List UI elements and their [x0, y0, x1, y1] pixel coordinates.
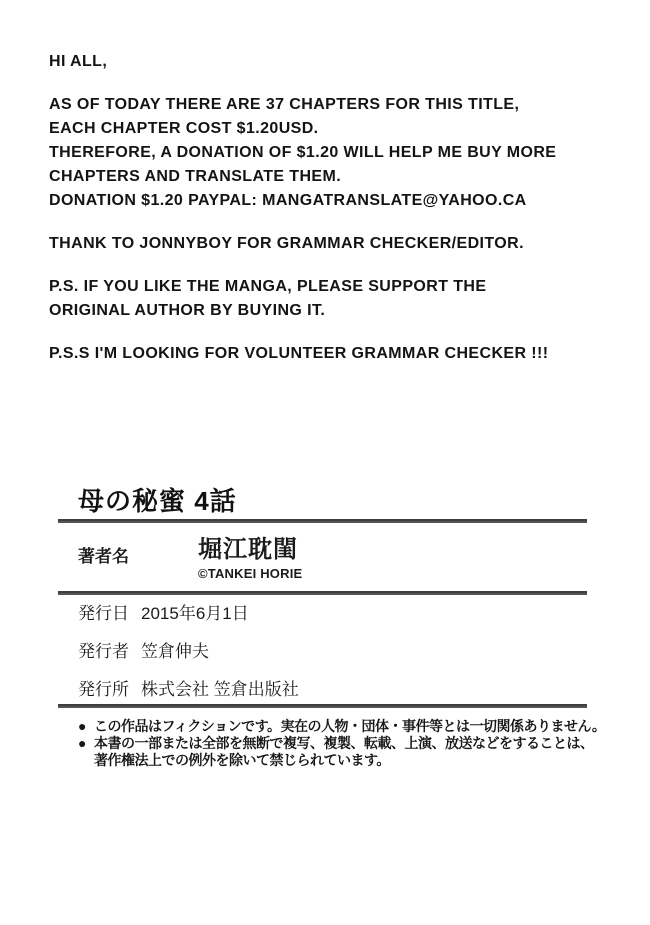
- note-line: THANK TO JONNYBOY FOR GRAMMAR CHECKER/EDITOR.: [49, 235, 524, 252]
- publication-value: 笠倉伸夫: [141, 642, 209, 661]
- disclaimer-text: 本書の一部または全部を無断で複写、複製、転載、上演、放送などをすることは、: [94, 735, 594, 751]
- author-row: [58, 523, 587, 588]
- author-name: 堀江耽閨: [198, 536, 298, 563]
- bullet-icon: ●: [78, 718, 87, 734]
- publication-label: 発行所: [78, 680, 129, 699]
- publication-value: 株式会社 笠倉出版社: [141, 680, 299, 699]
- note-line: P.S.S I'M LOOKING FOR VOLUNTEER GRAMMAR CHECKER !!!: [49, 345, 549, 362]
- note-line: [49, 323, 650, 342]
- note-line: EACH CHAPTER COST $1.20USD.: [49, 120, 319, 137]
- colophon: [58, 486, 606, 769]
- author-info: [198, 537, 302, 581]
- publication-row: [78, 642, 587, 662]
- note-line: [49, 74, 650, 93]
- publication-value: 2015年6月1日: [141, 604, 249, 623]
- manga-title: 母の秘蜜 4話: [78, 486, 237, 516]
- publication-row: [78, 680, 587, 700]
- bullet-icon: [78, 752, 94, 769]
- publication-label: 発行日: [78, 604, 129, 623]
- disclaimer: [58, 708, 606, 769]
- publication-label: 発行者: [78, 642, 129, 661]
- disclaimer-line: [78, 718, 606, 735]
- publication-info: [58, 595, 587, 700]
- author-copyright: ©TANKEI HORIE: [198, 566, 303, 581]
- note-line: HI ALL,: [49, 53, 108, 70]
- publication-row: [78, 604, 587, 624]
- note-line: [49, 256, 650, 275]
- translator-note: [0, 0, 650, 366]
- note-line: P.S. IF YOU LIKE THE MANGA, PLEASE SUPPORT THE: [49, 278, 487, 295]
- note-line: AS OF TODAY THERE ARE 37 CHAPTERS FOR THIS TITLE,: [49, 96, 520, 113]
- note-line: CHAPTERS AND TRANSLATE THEM.: [49, 168, 342, 185]
- disclaimer-text: 著作権法上での例外を除いて禁じられています。: [94, 752, 390, 768]
- author-label: 著者名: [78, 547, 129, 566]
- note-line: ORIGINAL AUTHOR BY BUYING IT.: [49, 302, 326, 319]
- note-line: DONATION $1.20 PAYPAL: MANGATRANSLATE@YAHOO.CA: [49, 192, 527, 209]
- bullet-icon: ●: [78, 735, 87, 751]
- note-line: THEREFORE, A DONATION OF $1.20 WILL HELP ME BUY MORE: [49, 144, 557, 161]
- disclaimer-line: [78, 735, 594, 752]
- disclaimer-text: この作品はフィクションです。実在の人物・団体・事件等とは一切関係ありません。: [94, 718, 606, 734]
- note-line: [49, 213, 650, 232]
- disclaimer-line: [78, 752, 587, 769]
